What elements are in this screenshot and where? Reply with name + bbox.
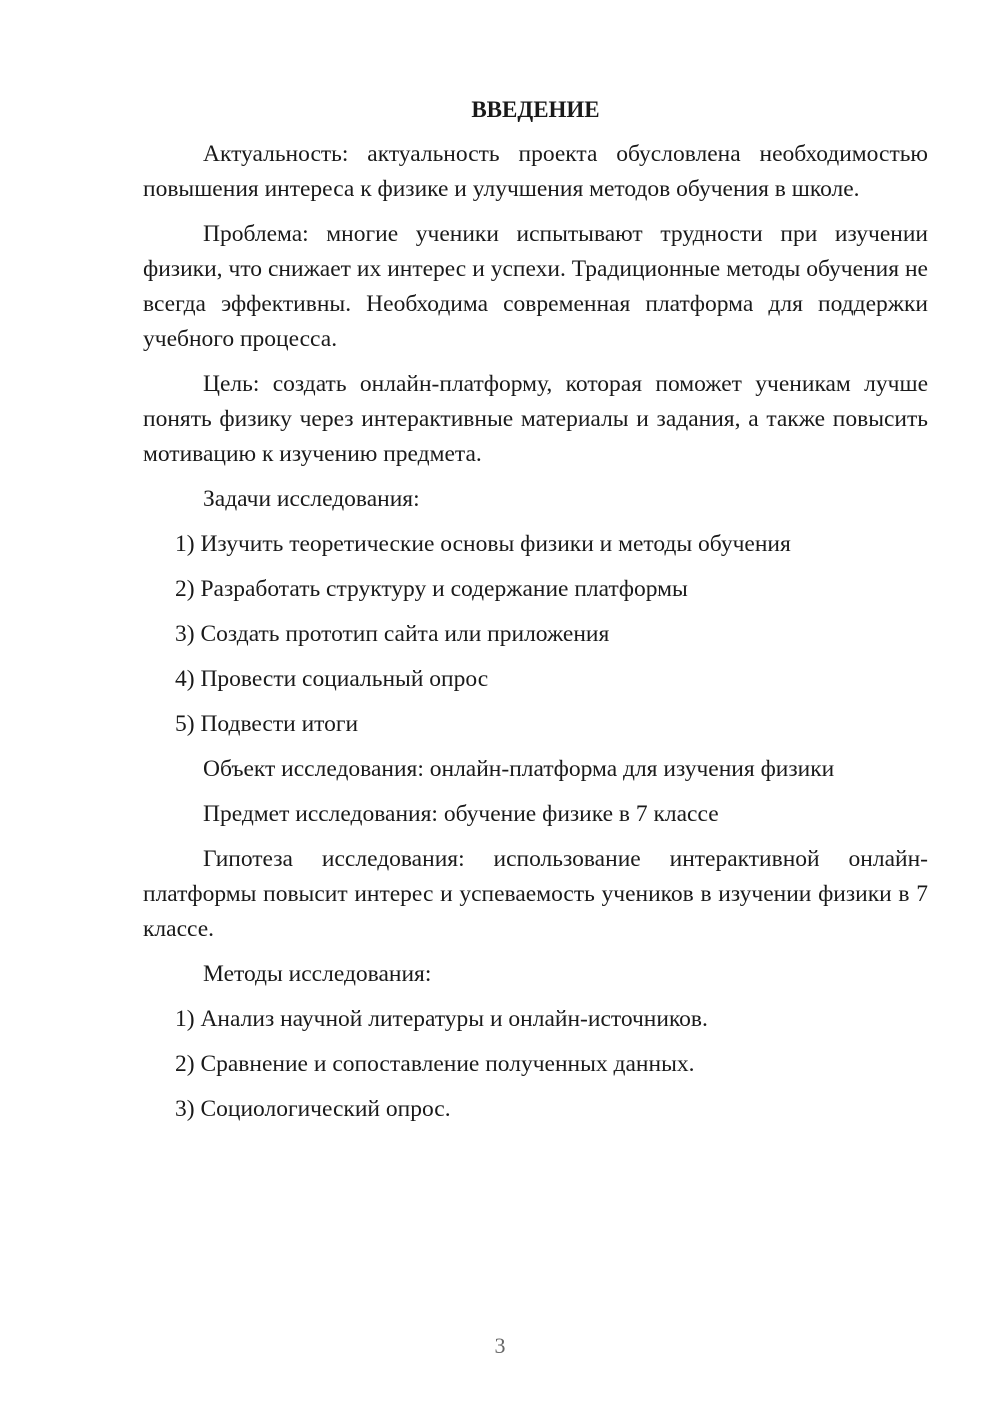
object-line: Объект исследования: онлайн-платформа для изучения физики (203, 756, 835, 782)
list-item: 1) Изучить теоретические основы физики и методы обучения (175, 531, 791, 557)
list-item: 3) Социологический опрос. (175, 1096, 451, 1122)
list-item: 4) Провести социальный опрос (175, 666, 489, 692)
goal-paragraph: Цель: создать онлайн-платформу, которая поможет ученикам лучше понять физику через интерактивные материалы и задания, а также повысить мотивацию к изучению предмета. (143, 371, 928, 467)
methods-list (143, 1002, 928, 1127)
list-item: 5) Подвести итоги (175, 711, 359, 737)
list-item: 2) Разработать структуру и содержание платформы (175, 576, 688, 602)
relevance-paragraph: Актуальность: актуальность проекта обусловлена необходимостью повышения интереса к физике и улучшения методов обучения в школе. (143, 141, 928, 202)
tasks-list (143, 527, 928, 742)
hypothesis-paragraph: Гипотеза исследования: использование интерактивной онлайн-платформы повысит интерес и успеваемость учеников в изучении физики в 7 классе. (143, 846, 928, 942)
problem-paragraph: Проблема: многие ученики испытывают трудности при изучении физики, что снижает их интерес и успехи. Традиционные методы обучения не всегда эффективны. Необходима современная платформа для поддержки учебного процесса. (143, 221, 928, 352)
list-item: 3) Создать прототип сайта или приложения (175, 621, 610, 647)
tasks-heading: Задачи исследования: (203, 486, 420, 512)
methods-heading: Методы исследования: (203, 961, 432, 987)
page-content (143, 92, 928, 1137)
page-number: 3 (494, 1333, 506, 1358)
section-title: ВВЕДЕНИЕ (471, 97, 600, 122)
list-item: 2) Сравнение и сопоставление полученных данных. (175, 1051, 695, 1077)
list-item: 1) Анализ научной литературы и онлайн-источников. (175, 1006, 708, 1032)
subject-line: Предмет исследования: обучение физике в 7 классе (203, 801, 719, 827)
